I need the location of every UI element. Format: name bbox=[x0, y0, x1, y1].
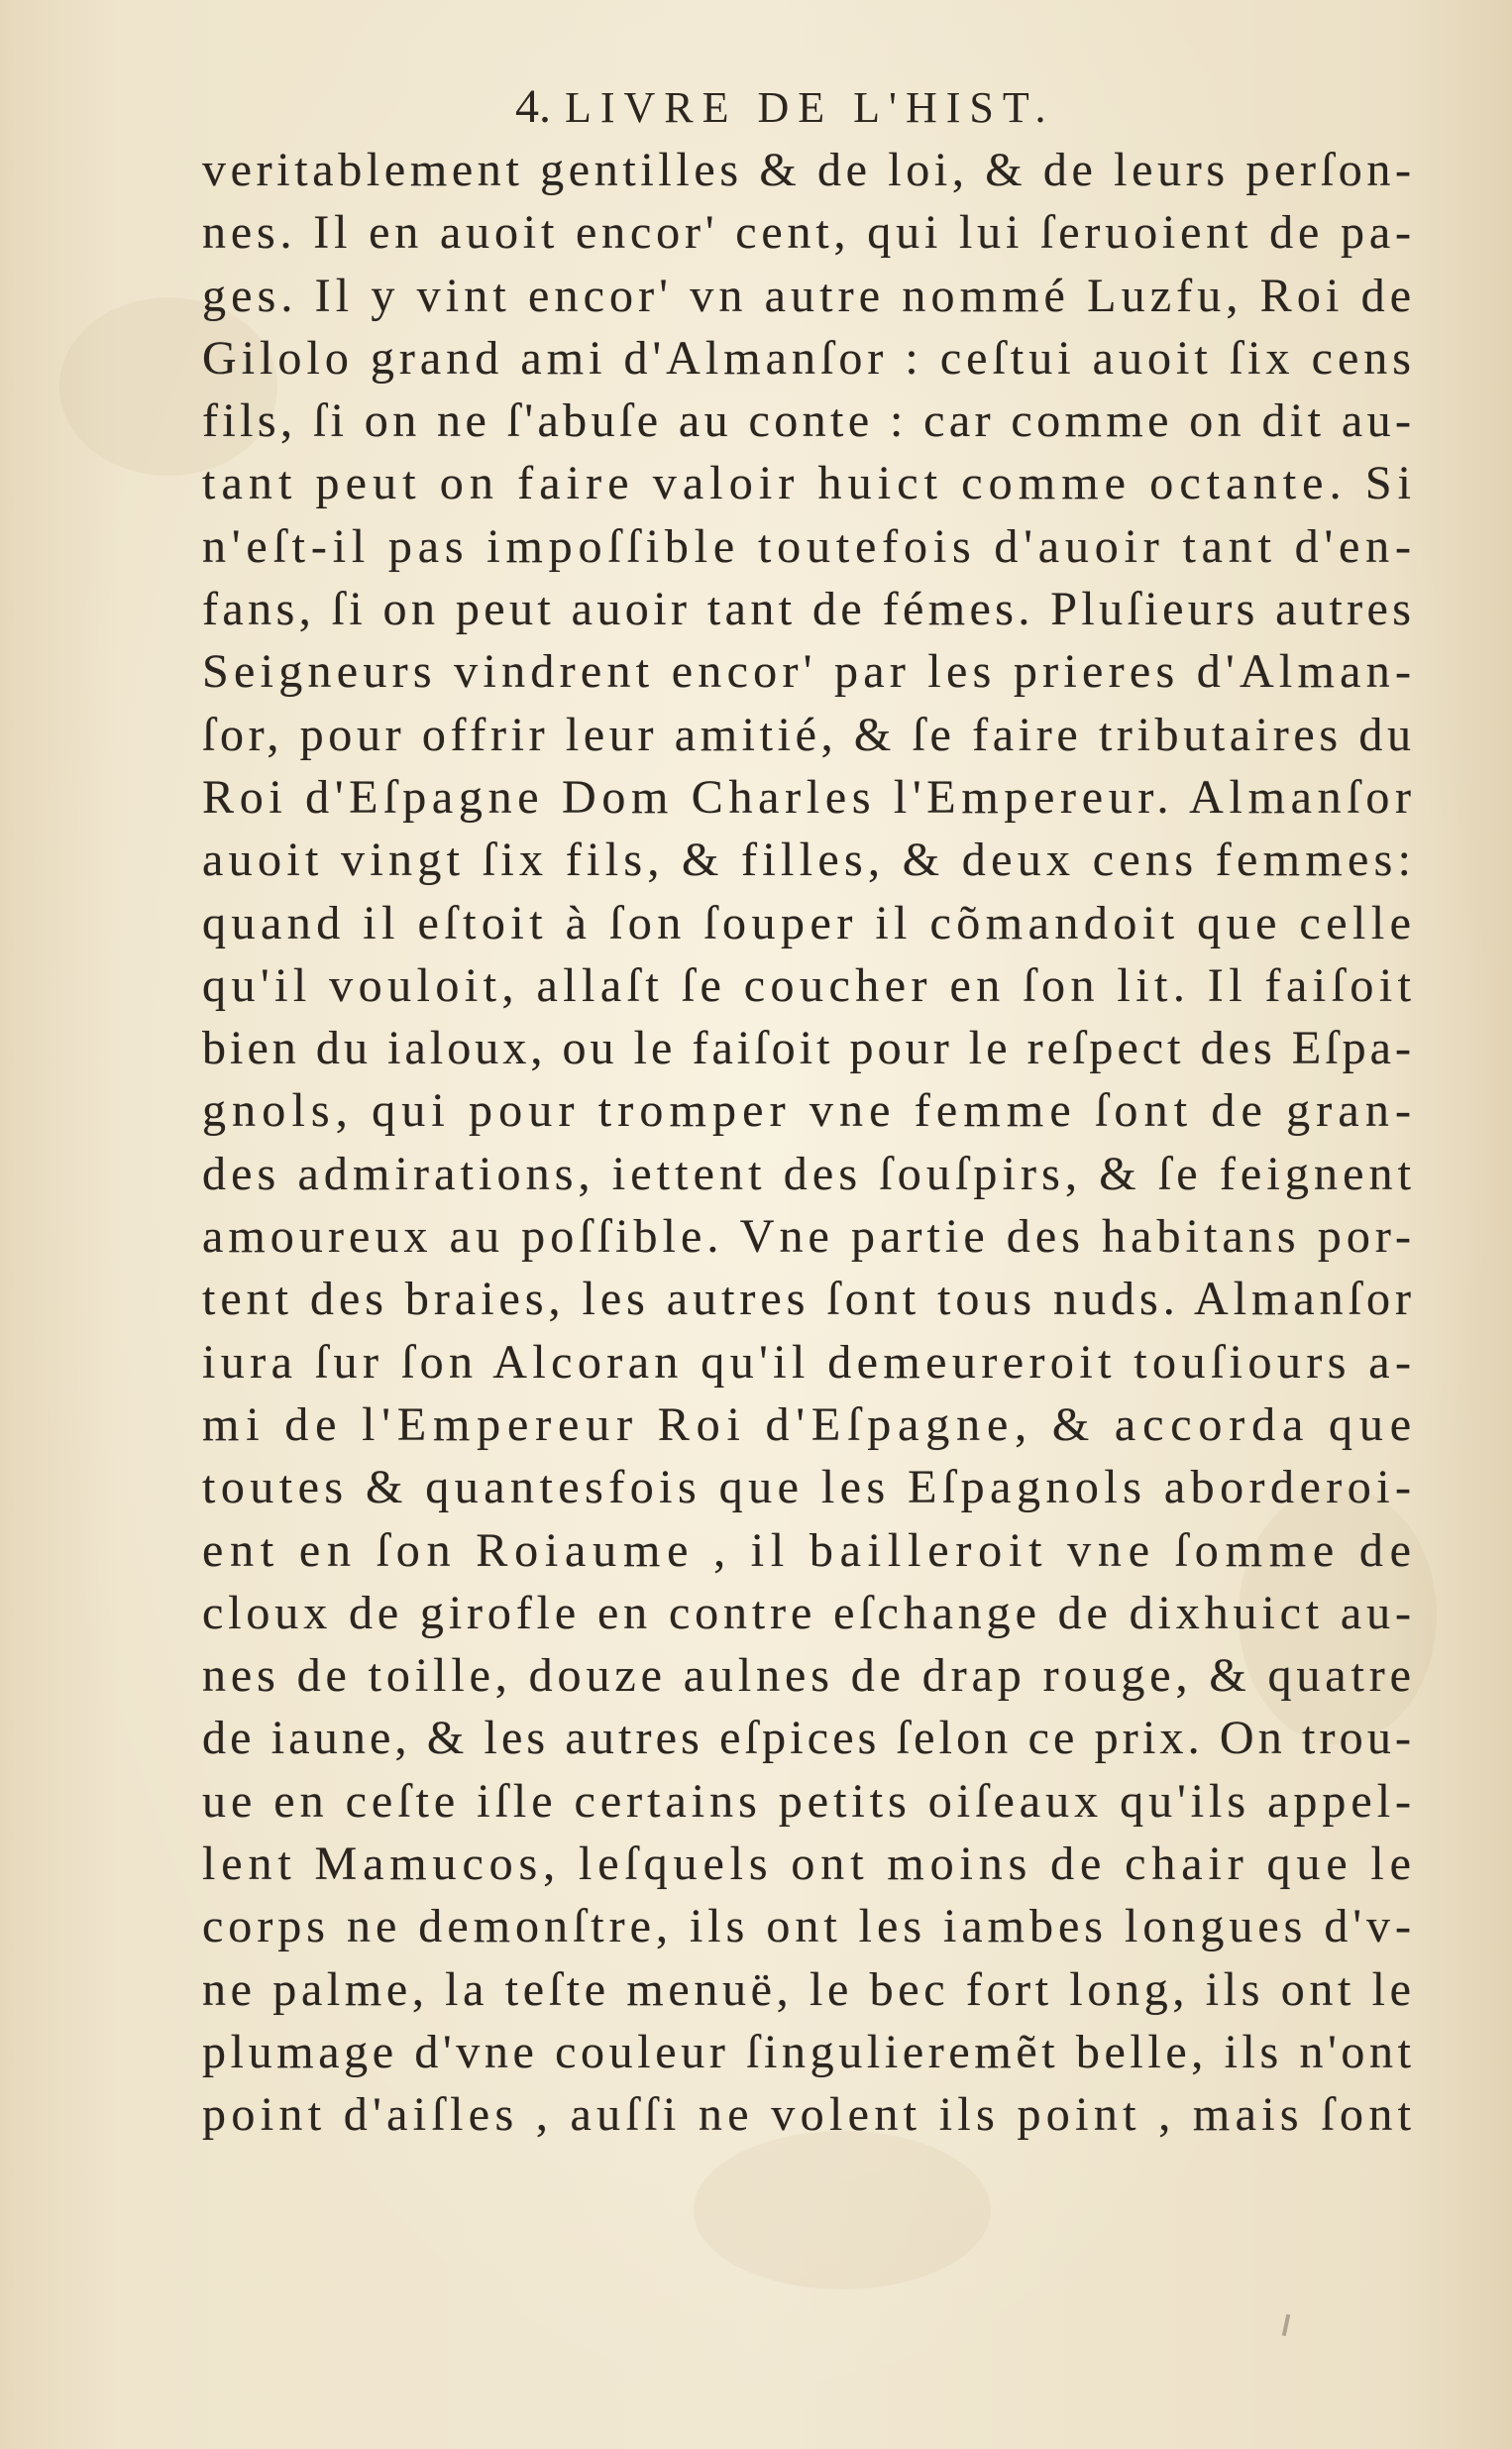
page-number: 4. bbox=[515, 80, 551, 133]
text-line: nes. Il en auoit encor' cent, qui lui ſeruoient de pa- bbox=[202, 206, 1416, 260]
text-line: ne palme, la teſte menuë, le bec fort long, ils ont le bbox=[202, 1962, 1416, 2016]
text-line: auoit vingt ſix fils, & filles, & deux cens femmes: bbox=[202, 834, 1417, 887]
text-line: corps ne demonſtre, ils ont les iambes longues d'v- bbox=[202, 1900, 1417, 1953]
text-line: de iaune, & les autres eſpices ſelon ce prix. On trou- bbox=[202, 1712, 1416, 1765]
text-line: toutes & quantesfois que les Eſpagnols aborderoi- bbox=[202, 1461, 1417, 1514]
running-header bbox=[515, 79, 1209, 139]
text-line: ue en ceſte iſle certains petits oiſeaux qu'ils appel- bbox=[202, 1774, 1417, 1828]
text-line: Seigneurs vindrent encor' par les prieres d'Alman- bbox=[202, 645, 1417, 699]
paper-stain bbox=[694, 2131, 991, 2289]
text-line: Roi d'Eſpagne Dom Charles l'Empereur. Almanſor bbox=[202, 770, 1417, 824]
text-line: tent des braies, les autres ſont tous nuds. Almanſor bbox=[202, 1273, 1416, 1326]
text-line: plumage d'vne couleur ſingulieremẽt belle, ils n'ont bbox=[202, 2025, 1416, 2078]
ink-mark bbox=[1282, 2314, 1290, 2336]
text-line: ges. Il y vint encor' vn autre nommé Luzfu, Roi de bbox=[202, 269, 1417, 322]
text-line: Gilolo grand ami d'Almanſor : ceſtui auoit ſix cens bbox=[202, 331, 1417, 385]
text-line: bien du ialoux, ou le faiſoit pour le reſpect des Eſpa- bbox=[202, 1022, 1416, 1075]
text-line: des admirations, iettent des ſouſpirs, & ſe feignent bbox=[202, 1147, 1417, 1200]
text-line: veritablement gentilles & de loi, & de leurs perſon- bbox=[202, 144, 1416, 196]
text-line: fans, ſi on peut auoir tant de fémes. Pluſieurs autres bbox=[202, 583, 1416, 636]
text-line: tant peut on faire valoir huict comme octante. Si bbox=[202, 457, 1418, 510]
text-line: fils, ſi on ne ſ'abuſe au conte : car comme on dit au- bbox=[202, 394, 1416, 448]
text-line: n'eſt-il pas impoſſible toutefois d'auoir tant d'en- bbox=[202, 519, 1417, 573]
running-title: LIVRE DE L'HIST. bbox=[565, 83, 1055, 132]
text-line: lent Mamucos, leſquels ont moins de chair que le bbox=[202, 1837, 1417, 1891]
text-line: gnols, qui pour tromper vne femme ſont de gran- bbox=[202, 1084, 1418, 1138]
text-line: qu'il vouloit, allaſt ſe coucher en ſon lit. Il faiſoit bbox=[202, 958, 1417, 1012]
text-line: point d'aiſles , auſſi ne volent ils point , mais ſont bbox=[202, 2088, 1417, 2142]
text-line: iura ſur ſon Alcoran qu'il demeureroit touſiours a- bbox=[202, 1335, 1417, 1389]
body-text bbox=[202, 139, 1418, 2147]
text-line: mi de l'Empereur Roi d'Eſpagne, & accorda que bbox=[202, 1397, 1418, 1451]
text-line: ſor, pour offrir leur amitié, & ſe faire tributaires du bbox=[202, 708, 1416, 761]
text-line: ent en ſon Roiaume , il bailleroit vne ſomme de bbox=[202, 1523, 1418, 1577]
text-line: nes de toille, douze aulnes de drap rouge, & quatre bbox=[202, 1649, 1416, 1703]
text-line: quand il eſtoit à ſon ſouper il cõmandoit que celle bbox=[202, 896, 1417, 949]
text-line: cloux de girofle en contre eſchange de dixhuict au- bbox=[202, 1586, 1416, 1639]
text-line: amoureux au poſſible. Vne partie des habitans por- bbox=[202, 1210, 1417, 1264]
